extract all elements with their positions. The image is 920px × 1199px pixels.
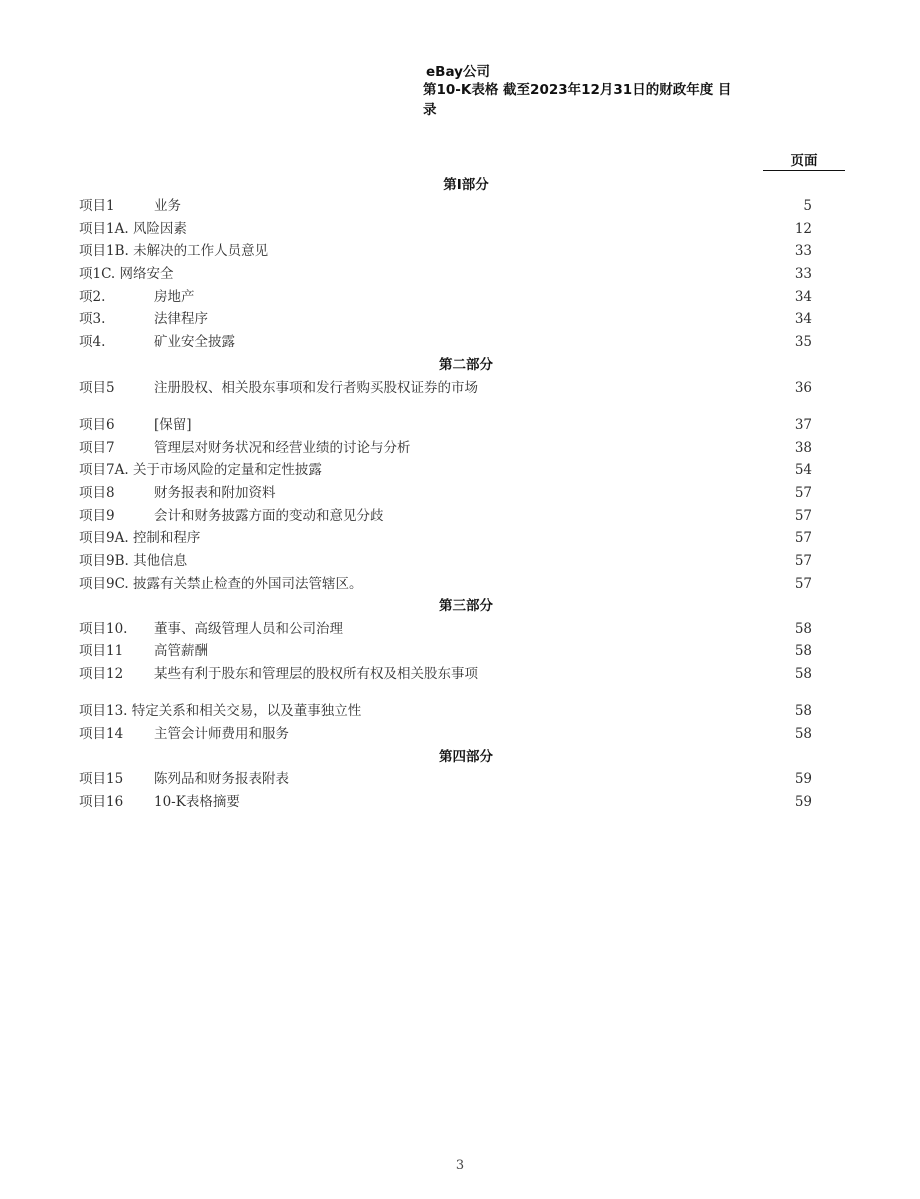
item-number: 项目10. xyxy=(79,621,128,637)
toc-entry[interactable] xyxy=(79,619,819,639)
item-title: 管理层对财务状况和经营业绩的讨论与分析 xyxy=(154,440,411,456)
page-number: 58 xyxy=(794,666,812,682)
item-number: 项目9A. xyxy=(79,530,129,546)
toc-entry[interactable] xyxy=(79,438,819,458)
item-title: 其他信息 xyxy=(133,553,188,569)
toc-entry[interactable] xyxy=(79,460,819,480)
item-title: 董事、高级管理人员和公司治理 xyxy=(154,621,343,637)
page-number: 37 xyxy=(794,417,812,433)
page-number: 59 xyxy=(794,794,812,810)
toc-entry[interactable] xyxy=(79,219,819,239)
toc-entry[interactable] xyxy=(79,664,819,684)
page-footer-number: 3 xyxy=(455,1158,465,1173)
item-title: 业务 xyxy=(154,198,181,214)
toc-entry[interactable] xyxy=(79,574,819,594)
item-number: 项目8 xyxy=(79,485,115,501)
item-number: 项3. xyxy=(79,311,106,327)
item-title: [保留] xyxy=(154,417,192,433)
item-number: 项目7A. xyxy=(79,462,129,478)
item-number: 项目14 xyxy=(79,726,124,742)
item-title: 注册股权、相关股东事项和发行者购买股权证券的市场 xyxy=(154,380,478,396)
item-title: 会计和财务披露方面的变动和意见分歧 xyxy=(154,508,384,524)
page-column-header: 页面 xyxy=(763,152,845,171)
item-number: 项目7 xyxy=(79,440,115,456)
page-number: 12 xyxy=(794,221,812,237)
item-number: 项目1 xyxy=(79,198,115,214)
page-number: 57 xyxy=(794,530,812,546)
toc-entry[interactable] xyxy=(79,506,819,526)
item-title: 10-K表格摘要 xyxy=(154,794,240,810)
item-number: 项目9 xyxy=(79,508,115,524)
page-number: 33 xyxy=(794,266,812,282)
page-number: 58 xyxy=(794,621,812,637)
item-number: 项目5 xyxy=(79,380,115,396)
item-title: 房地产 xyxy=(154,289,195,305)
document-title xyxy=(423,80,763,120)
page-number: 38 xyxy=(794,440,812,456)
toc-entry[interactable] xyxy=(79,287,819,307)
item-number: 项目9C. xyxy=(79,576,129,592)
item-title: 控制和程序 xyxy=(132,530,201,546)
page-number: 36 xyxy=(794,380,812,396)
page-number: 35 xyxy=(794,334,812,350)
toc-entry[interactable] xyxy=(79,415,819,435)
page-number: 58 xyxy=(794,643,812,659)
company-name: eBay公司 xyxy=(426,64,490,80)
toc-entry[interactable] xyxy=(79,264,819,284)
part-heading-3: 第三部分 xyxy=(439,598,493,614)
page-number: 34 xyxy=(794,289,812,305)
toc-entry[interactable] xyxy=(79,551,819,571)
item-title: 财务报表和附加资料 xyxy=(154,485,276,501)
page-number: 58 xyxy=(794,703,812,719)
page-number: 34 xyxy=(794,311,812,327)
item-number: 项1C. xyxy=(79,266,116,282)
toc-entry[interactable] xyxy=(79,769,819,789)
item-title: 未解决的工作人员意见 xyxy=(133,243,269,259)
toc-entry[interactable] xyxy=(79,241,819,261)
part-heading-4: 第四部分 xyxy=(439,749,493,765)
item-title: 风险因素 xyxy=(132,221,187,237)
item-number: 项目1A. xyxy=(79,221,129,237)
toc-entry[interactable] xyxy=(79,196,819,216)
part-heading-1: 第I部分 xyxy=(443,177,489,193)
toc-entry[interactable] xyxy=(79,528,819,548)
document-title-line-1: 第10-K表格 截至2023年12月31日的财政年度 目 xyxy=(423,82,732,98)
item-title: 矿业安全披露 xyxy=(154,334,235,350)
document-title-line-2: 录 xyxy=(423,102,437,118)
item-number: 项目15 xyxy=(79,771,124,787)
page-number: 57 xyxy=(794,508,812,524)
page-number: 5 xyxy=(803,198,812,214)
toc-entry[interactable] xyxy=(79,701,819,721)
page-number: 33 xyxy=(794,243,812,259)
item-number: 项目12 xyxy=(79,666,124,682)
item-title: 网络安全 xyxy=(119,266,174,282)
item-title: 特定关系和相关交易，以及董事独立性 xyxy=(131,703,362,719)
item-number: 项2. xyxy=(79,289,106,305)
item-number: 项目13. xyxy=(79,703,128,719)
item-title: 主管会计师费用和服务 xyxy=(154,726,289,742)
toc-entry[interactable] xyxy=(79,792,819,812)
toc-entry[interactable] xyxy=(79,483,819,503)
item-title: 高管薪酬 xyxy=(154,643,208,659)
item-number: 项目6 xyxy=(79,417,115,433)
item-number: 项目1B. xyxy=(79,243,129,259)
page-number: 57 xyxy=(794,553,812,569)
item-number: 项4. xyxy=(79,334,106,350)
toc-entry[interactable] xyxy=(79,378,819,398)
item-title: 法律程序 xyxy=(154,311,208,327)
page-number: 57 xyxy=(794,576,812,592)
toc-entry[interactable] xyxy=(79,724,819,744)
toc-entry[interactable] xyxy=(79,641,819,661)
item-title: 某些有利于股东和管理层的股权所有权及相关股东事项 xyxy=(154,666,478,682)
page-number: 59 xyxy=(794,771,812,787)
item-number: 项目16 xyxy=(79,794,124,810)
toc-entry[interactable] xyxy=(79,332,819,352)
toc-entry[interactable] xyxy=(79,309,819,329)
page-number: 57 xyxy=(794,485,812,501)
item-title: 披露有关禁止检查的外国司法管辖区。 xyxy=(133,576,363,592)
item-number: 项目11 xyxy=(79,643,124,659)
item-number: 项目9B. xyxy=(79,553,129,569)
page-number: 54 xyxy=(794,462,812,478)
item-title: 陈列品和财务报表附表 xyxy=(154,771,289,787)
page-number: 58 xyxy=(794,726,812,742)
part-heading-2: 第二部分 xyxy=(439,357,493,373)
item-title: 关于市场风险的定量和定性披露 xyxy=(132,462,322,478)
